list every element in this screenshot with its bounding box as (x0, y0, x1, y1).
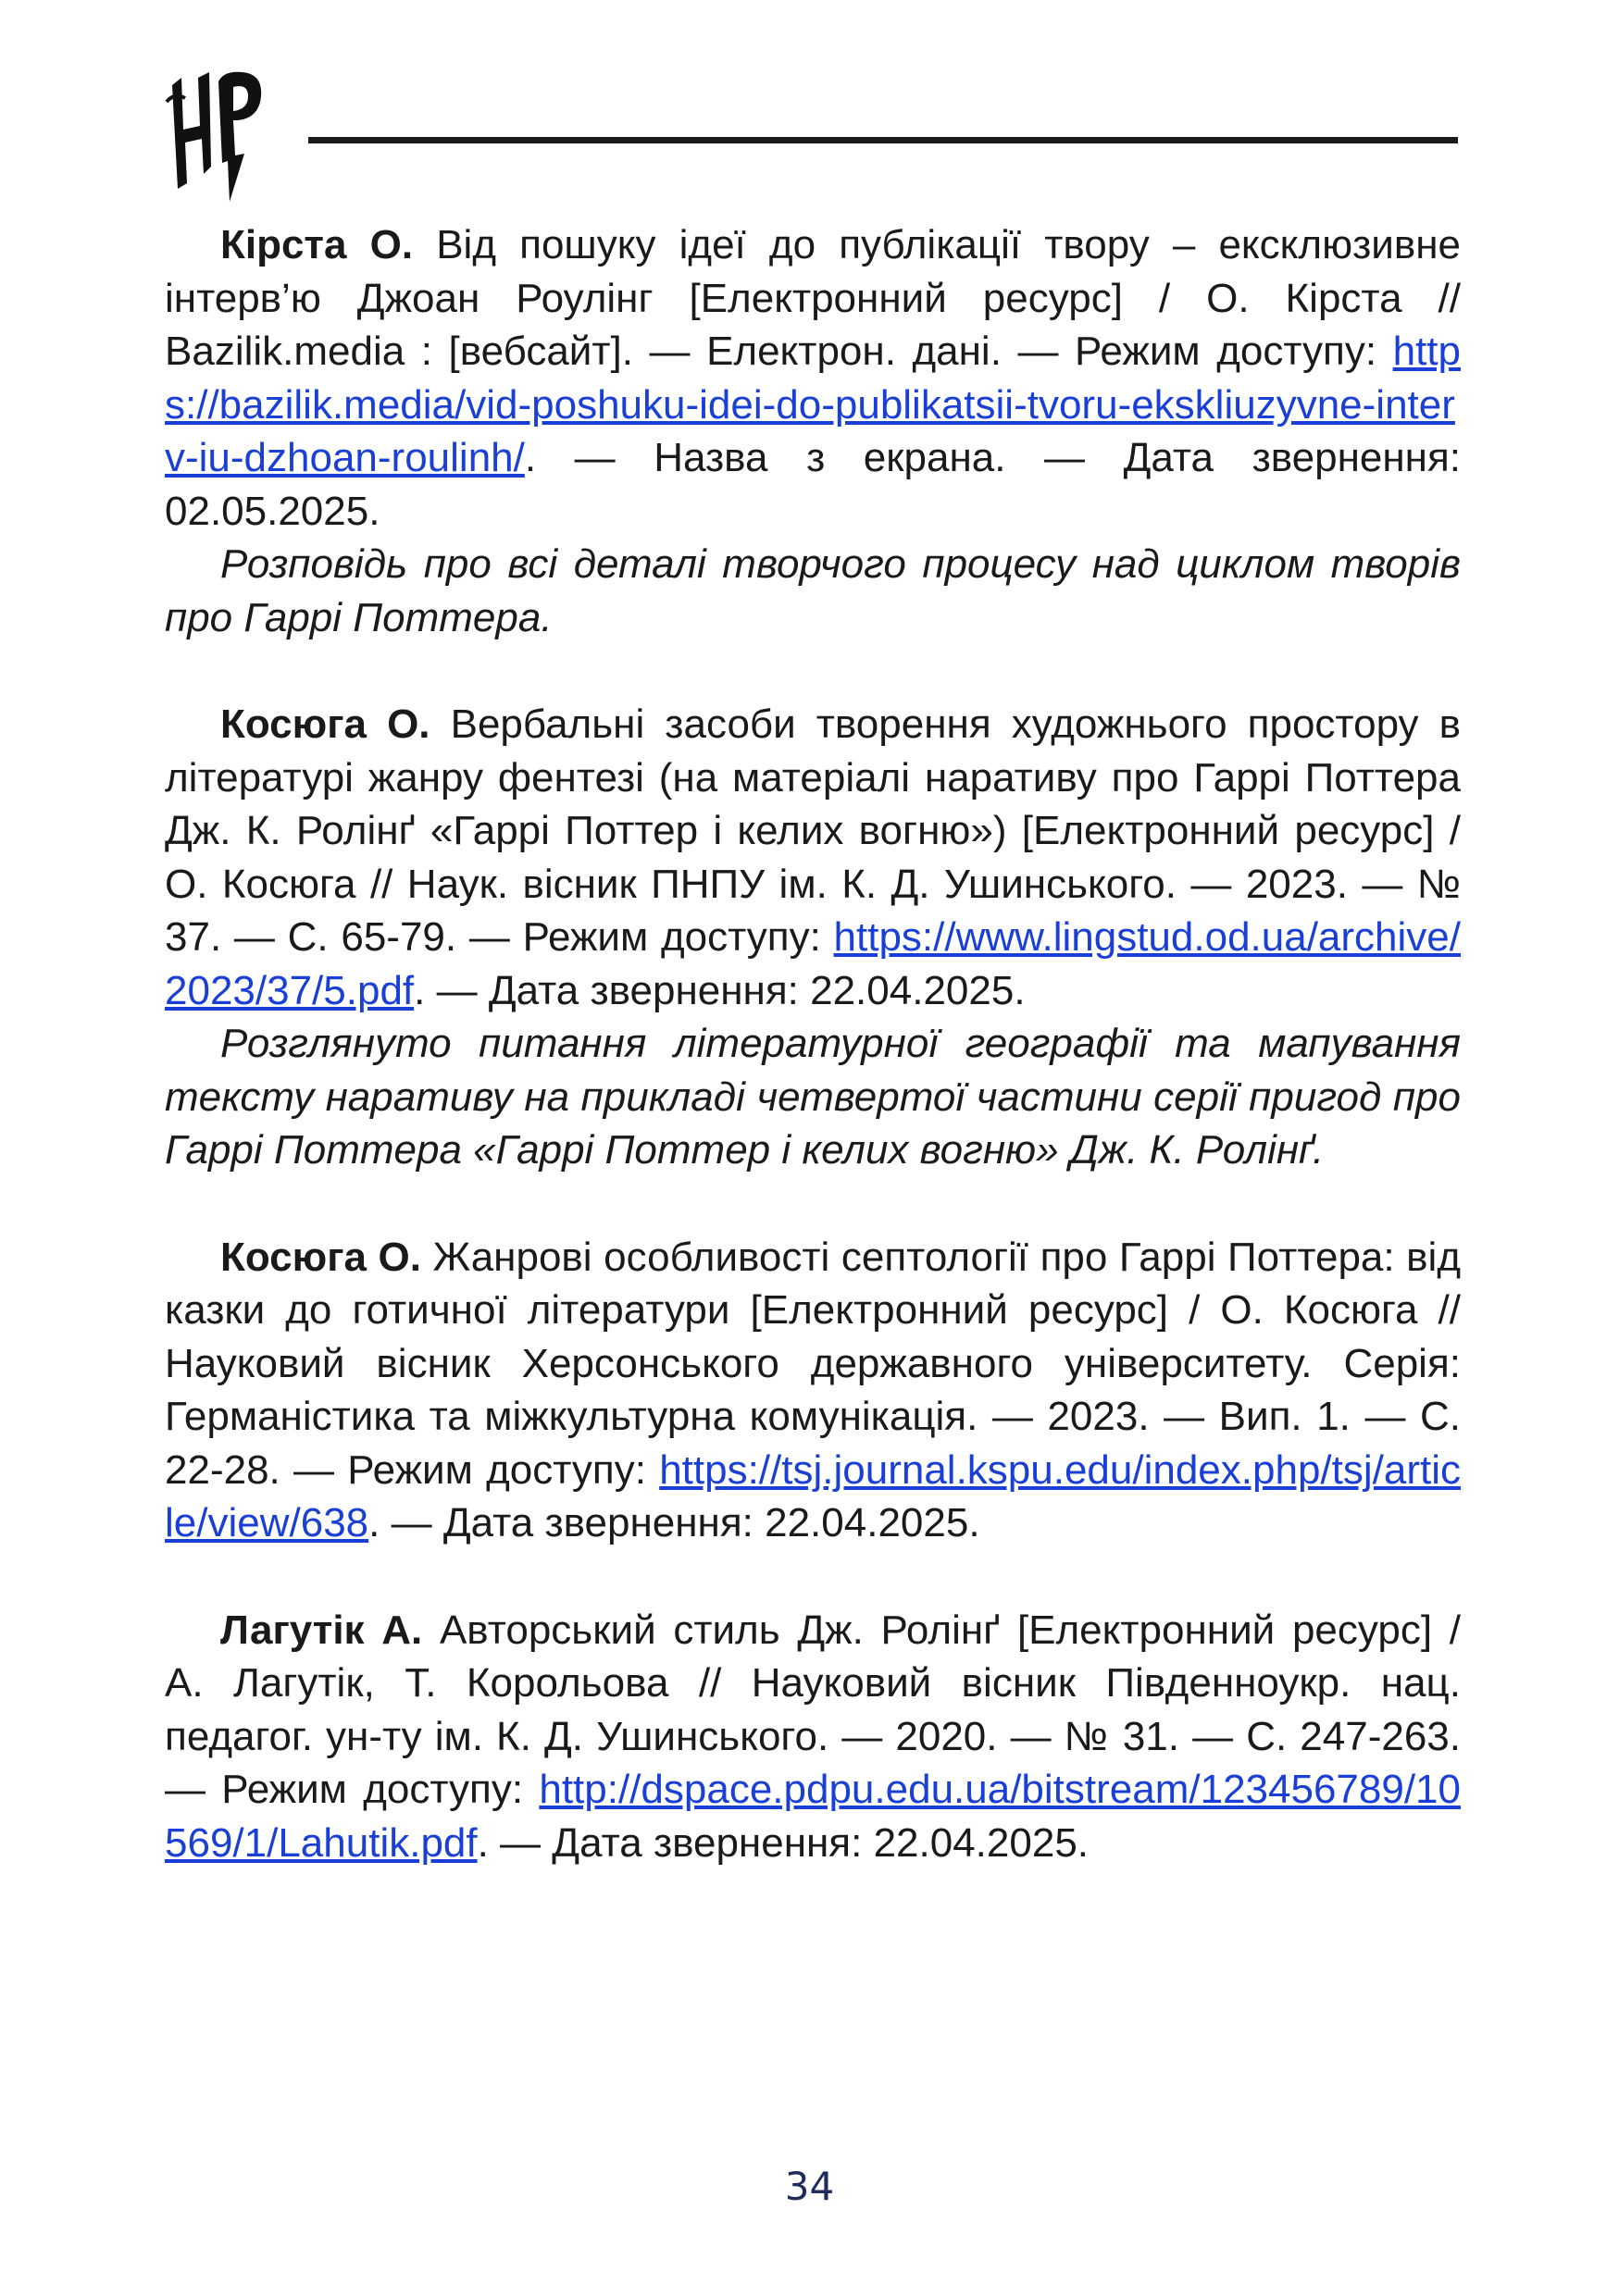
entry-author: Косюга О. (220, 1234, 422, 1280)
entry-description: Від пошуку ідеї до публікації твору – ексклюзивне інтерв’ю Джоан Роулінг [Електронний ресурс] / О. Кірста // Bazilik.media : [вебсайт]. — Електрон. дані. — Режим доступу: (165, 222, 1461, 374)
bibliographic-record (165, 218, 1461, 538)
resource-link[interactable]: https://www.lingstud.od.ua/archive/2023/37/5.pdf (165, 914, 1461, 1013)
bibliographic-record (165, 698, 1461, 1017)
entry-author: Косюга О. (220, 701, 430, 747)
bibliography-list (165, 218, 1461, 1923)
header-rule (308, 137, 1458, 143)
hp-logo-icon (165, 65, 285, 204)
bibliography-entry (165, 218, 1461, 644)
bibliographic-record (165, 1231, 1461, 1550)
bibliography-entry (165, 1604, 1461, 1870)
resource-link[interactable]: https://bazilik.media/vid-poshuku-idei-do-publikatsii-tvoru-ekskliuzyvne-interv-iu-dzhoan-roulinh/ (165, 329, 1461, 480)
entry-description: Вербальні засоби творення художнього простору в літературі жанру фентезі (на матеріалі наративу про Гаррі Поттера Дж. К. Ролінґ «Гаррі Поттер і келих вогню») [Електронний ресурс] / О. Косюга // Наук. вісник ПНПУ ім. К. Д. Ушинського. — 2023. — № 37. — С. 65-79. — Режим доступу: (165, 701, 1461, 960)
entry-annotation: Розглянуто питання літературної географії та мапування тексту наративу на прикладі четвертої частини серії пригод про Гаррі Поттера «Гаррі Поттер і келих вогню» Дж. К. Ролінґ. (165, 1021, 1461, 1173)
entry-access-date: . — Назва з екрана. — Дата звернення: 02.05.2025. (165, 435, 1461, 534)
entry-author: Лагутік А. (220, 1607, 423, 1653)
bibliography-entry (165, 1231, 1461, 1550)
bibliography-entry (165, 698, 1461, 1177)
entry-description: Жанрові особливості септології про Гаррі Поттера: від казки до готичної літератури [Електронний ресурс] / О. Косюга // Науковий вісник Херсонського державного університету. Серія: Германістика та міжкультурна комунікація. — 2023. — Вип. 1. — С. 22-28. — Режим доступу: (165, 1234, 1461, 1493)
entry-annotation: Розповідь про всі деталі творчого процесу над циклом творів про Гаррі Поттера. (165, 541, 1461, 640)
resource-link[interactable]: https://tsj.journal.kspu.edu/index.php/tsj/article/view/638 (165, 1446, 1461, 1545)
entry-access-date: . — Дата звернення: 22.04.2025. (368, 1500, 980, 1545)
entry-description: Авторський стиль Дж. Ролінґ [Електронний ресурс] / А. Лагутік, Т. Корольова // Науковий вісник Південноукр. нац. педагог. ун-ту ім. К. Д. Ушинського. — 2020. — № 31. — С. 247-263. — Режим доступу: (165, 1607, 1461, 1812)
resource-link[interactable]: http://dspace.pdpu.edu.ua/bitstream/123456789/10569/1/Lahutik.pdf (165, 1767, 1461, 1866)
entry-author: Кірста О. (220, 222, 414, 267)
entry-access-date: . — Дата звернення: 22.04.2025. (477, 1819, 1090, 1866)
page-number: 34 (784, 2164, 835, 2209)
entry-access-date: . — Дата звернення: 22.04.2025. (414, 967, 1026, 1013)
page-header (165, 65, 1461, 204)
bibliographic-record (165, 1604, 1461, 1870)
